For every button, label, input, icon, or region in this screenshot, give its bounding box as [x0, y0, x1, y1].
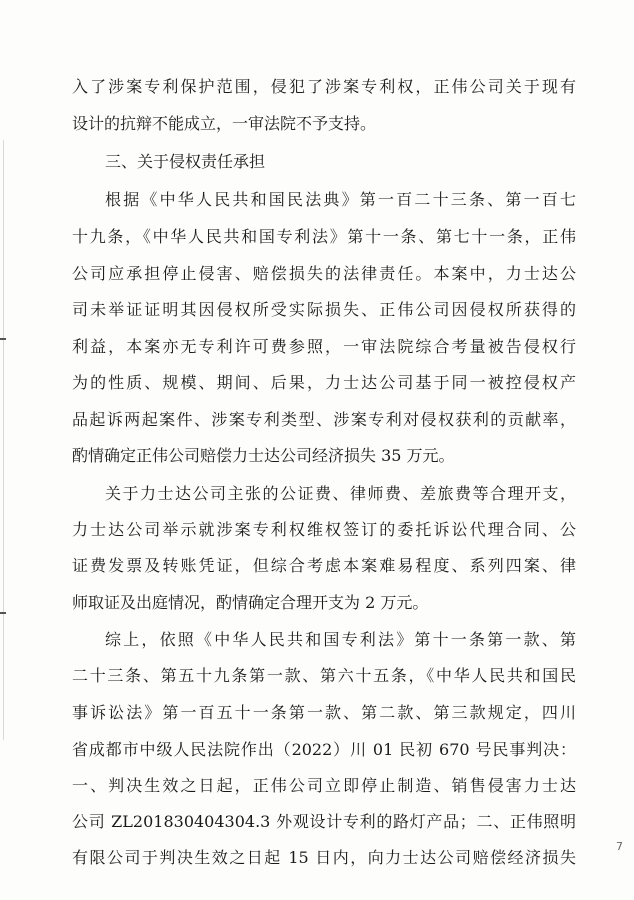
- text-line: 公司 ZL201830404304.3 外观设计专利的路灯产品；二、正伟照明: [72, 812, 576, 831]
- text-line: 证费发票及转账凭证，但综合考虑本案难易程度、系列四案、律: [72, 556, 576, 575]
- text-line: 关于力士达公司主张的公证费、律师费、差旅费等合理开支，: [105, 484, 576, 503]
- text-line: 师取证及出庭情况，酌情确定合理开支为 2 万元。: [72, 593, 429, 612]
- text-line: 司未举证证明其因侵权所受实际损失、正伟公司因侵权所获得的: [72, 300, 576, 319]
- text-line: 二十三条、第五十九条第一款、第六十五条，《中华人民共和国民: [72, 666, 576, 685]
- section-heading: 三、关于侵权责任承担: [105, 152, 266, 171]
- text-line: 品起诉两起案件、涉案专利类型、涉案专利对侵权获利的贡献率，: [72, 410, 576, 429]
- text-line: 公司应承担停止侵害、赔偿损失的法律责任。本案中，力士达公: [72, 264, 576, 283]
- text-line: 利益，本案亦无专利许可费参照，一审法院综合考量被告侵权行: [72, 337, 576, 356]
- page-number: 7: [616, 840, 623, 853]
- text-line: 入了涉案专利保护范围，侵犯了涉案专利权，正伟公司关于现有: [72, 77, 576, 96]
- text-line: 为的性质、规模、期间、后果，力士达公司基于同一被控侵权产: [72, 373, 576, 392]
- text-line: 省成都市中级人民法院作出（2022）川 01 民初 670 号民事判决：: [72, 740, 576, 759]
- text-line: 综上，依照《中华人民共和国专利法》第十一条第一款、第: [105, 630, 576, 649]
- text-line: 有限公司于判决生效之日起 15 日内，向力士达公司赔偿经济损失: [72, 848, 576, 867]
- text-line: 一、判决生效之日起，正伟公司立即停止制造、销售侵害力士达: [72, 776, 576, 795]
- text-line: 力士达公司举示就涉案专利权维权签订的委托诉讼代理合同、公: [72, 520, 576, 539]
- text-line: 设计的抗辩不能成立，一审法院不予支持。: [72, 114, 377, 133]
- text-line: 十九条，《中华人民共和国专利法》第十一条、第七十一条，正伟: [72, 227, 576, 246]
- text-line: 酌情确定正伟公司赔偿力士达公司经济损失 35 万元。: [72, 446, 455, 465]
- text-line: 根据《中华人民共和国民法典》第一百二十三条、第一百七: [105, 190, 576, 209]
- text-line: 事诉讼法》第一百五十一条第一款、第二款、第三款规定，四川: [72, 703, 576, 722]
